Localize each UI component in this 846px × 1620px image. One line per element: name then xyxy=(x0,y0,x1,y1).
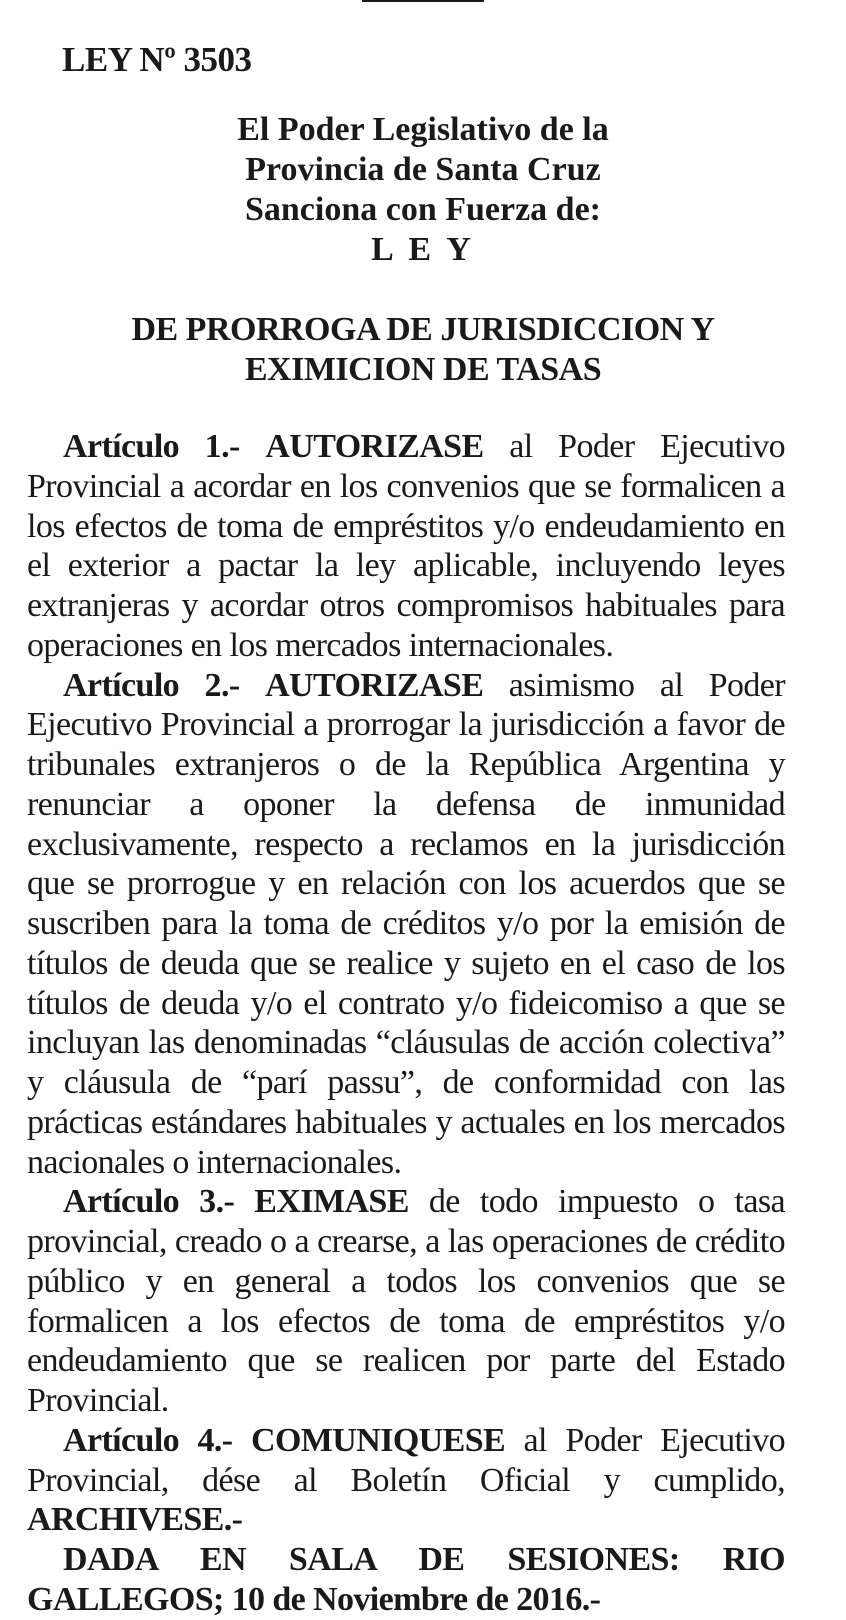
enactment-line-2: Provincia de Santa Cruz xyxy=(245,151,601,188)
article-3-keyword: EXIMASE xyxy=(254,1183,409,1221)
article-4 xyxy=(27,1421,785,1540)
article-4-label: Artículo 4.- xyxy=(63,1421,233,1459)
enactment-ley: L E Y xyxy=(371,231,475,268)
article-2-keyword: AUTORIZASE xyxy=(265,666,484,704)
enactment-formula xyxy=(0,110,846,270)
given-at xyxy=(27,1540,785,1620)
article-4-closing: ARCHIVESE.- xyxy=(27,1501,243,1539)
article-1-text: al Poder Ejecutivo Provincial a acordar en los convenios que se formalicen a los efectos de toma de empréstitos y/o endeudamiento en el exterior a pactar la ley aplicable, incluyendo leyes extranjeras y acordar otros compromisos habituales para operaciones en los mercados internacionales. xyxy=(27,428,786,664)
article-2-text: asimismo al Poder Ejecutivo Provincial a prorrogar la jurisdicción a favor de tribunales extranjeros o de la República Argentina y renunciar a oponer la defensa de inmunidad exclusivamente, respecto a reclamos en la jurisdicción que se prorrogue y en relación con los acuerdos que se suscriben para la toma de créditos y/o por la emisión de títulos de deuda que se realice y sujeto en el caso de los títulos de deuda y/o el contrato y/o fideicomiso a que se incluyan las denominadas “cláusulas de acción colectiva” y cláusula de “parí passu”, de conformidad con las prácticas estándares habituales y actuales en los mercados nacionales o internacionales. xyxy=(27,666,785,1181)
article-2-label: Artículo 2.- xyxy=(63,666,240,704)
article-1-label: Artículo 1.- xyxy=(63,428,240,465)
law-title xyxy=(0,310,846,390)
article-1-keyword: AUTORIZASE xyxy=(265,428,484,465)
article-2 xyxy=(27,666,785,1183)
article-3-label: Artículo 3.- xyxy=(63,1183,235,1221)
article-3 xyxy=(27,1182,785,1421)
law-number: LEY Nº 3503 xyxy=(62,40,252,79)
article-3-text: de todo impuesto o tasa provincial, creado o a crearse, a las operaciones de crédito público y en general a todos los convenios que se formalicen a los efectos de toma de empréstitos y/o endeudamiento que se realicen por parte del Estado Provincial. xyxy=(27,1183,785,1419)
article-4-keyword: COMUNIQUESE xyxy=(251,1421,506,1459)
law-title-line-2: EXIMICION DE TASAS xyxy=(244,351,602,388)
law-title-line-1: DE PRORROGA DE JURISDICCION Y xyxy=(131,311,715,348)
article-1 xyxy=(27,427,785,666)
enactment-line-1: El Poder Legislativo de la xyxy=(237,111,609,148)
top-rule xyxy=(362,0,484,2)
article-4-text: al Poder Ejecutivo Provincial, dése al Boletín Oficial y cumplido, xyxy=(27,1421,786,1499)
given-at-text: DADA EN SALA DE SESIONES: RIO GALLEGOS; 10 de Noviembre de 2016.- xyxy=(27,1541,785,1618)
enactment-line-3: Sanciona con Fuerza de: xyxy=(244,191,602,228)
law-body xyxy=(27,427,785,1620)
